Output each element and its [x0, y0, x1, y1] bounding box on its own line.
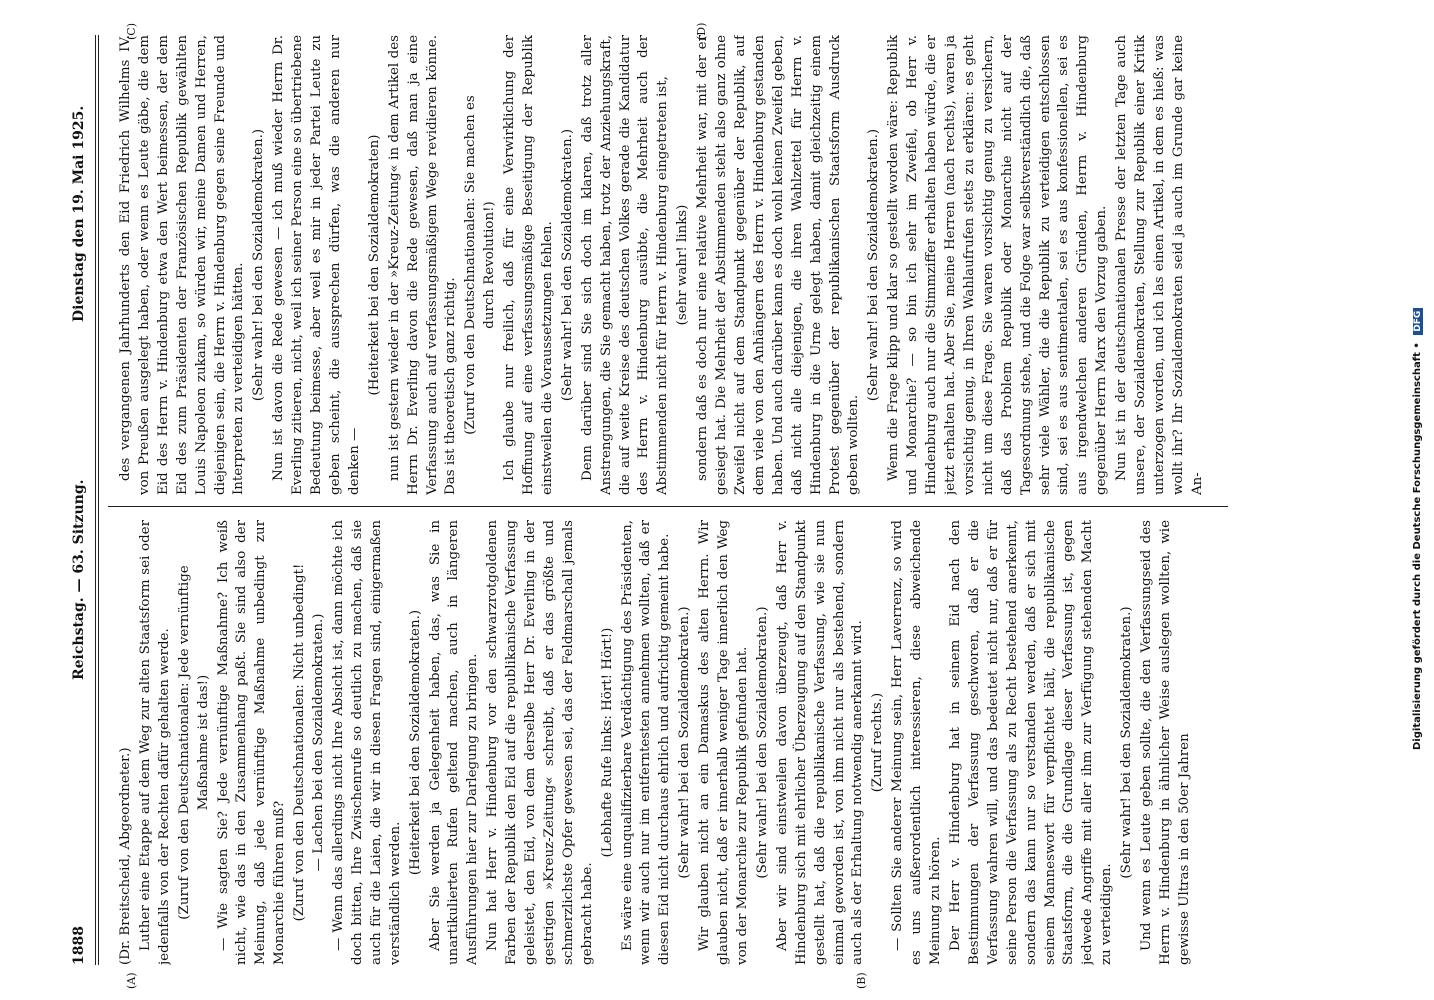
paragraph: Wir glauben nicht an ein Damaskus des alten Herrn. Wir glauben nicht, daß er innerhalb weniger Tage innerlich den Weg von der Monarchie zur Republik gefunden hat.: [697, 520, 750, 965]
header-rule: [95, 35, 96, 965]
margin-letter-d: (D): [695, 22, 708, 40]
paragraph: Nun hat Herr v. Hindenburg vor den schwarzrotgoldenen Farben der Republik den Eid auf die republikanische Verfassung geleistet, den Eid, von dem derselbe Herr Dr. Everling in der gestrigen »Kreuz-Zeitung« schreibt, daß er das größte und schmerzlichste Opfer gewesen sei, das der Feldmarschall jemals gebracht habe.: [485, 520, 595, 965]
paragraph: nun ist gestern wieder in der »Kreuz-Zeitung« in dem Artikel des Herrn Dr. Everling davon die Rede gewesen, daß man ja eine Verfassung auch auf verfassungsmäßigem Wege revidieren könne. Das ist theoretisch ganz richtig.: [386, 35, 459, 495]
margin-letter-c: (C): [125, 23, 138, 40]
paragraph: Luther eine Etappe auf dem Weg zur alten Staatsform sei oder jedenfalls von der Rechten dafür gehalten werde.: [137, 520, 172, 965]
header-left-title: Reichstag. — 63. Sitzung.: [71, 479, 87, 680]
paragraph: Aber Sie werden ja Gelegenheit haben, das, was Sie in unartikulierten Rufen geltend machen, auch in längeren Ausführungen hier zur Darlegung zu bringen.: [427, 520, 481, 965]
page-header: [65, 35, 97, 965]
paragraph: (sehr wahr! links): [675, 204, 691, 326]
paragraph: Es wäre eine unqualifizierbare Verdächtigung des Präsidenten, wenn wir auch nur im entferntesten annehmen wollten, daß er diesen Eid nicht durchaus ehrlich und aufrichtig gemeint habe.: [619, 520, 673, 965]
paragraph: Nun ist davon die Rede gewesen — ich muß wieder Herrn Dr. Everling zitieren, nicht, weil ich seiner Person eine so übertriebene Bedeutung beimesse, aber weil es mir in jeder Partei Leute zu geben scheint, die aussprechen dürfen, was die anderen nur denken —: [271, 35, 362, 495]
column-divider: [108, 506, 1228, 507]
paragraph: Aber wir sind einstweilen davon überzeugt, daß Herr v. Hindenburg sich mit ehrlicher Überzeugung auf den Standpunkt gestellt hat, daß die republikanische Verfassung, wie sie nun einmal geworden ist, von ihm nicht nur als bestehend, sondern auch als der Erhaltung notwendig anerkannt wird.: [774, 520, 866, 965]
header-rule-double: [98, 35, 99, 965]
paragraph: (Sehr wahr! bei den Sozialdemokraten.): [1119, 606, 1135, 879]
paragraph: (Sehr wahr! bei den Sozialdemokraten.): [559, 128, 575, 402]
paragraph: (Zuruf rechts.): [870, 692, 886, 793]
paragraph: Und wenn es Leute geben sollte, die den Verfassungseid des Herrn v. Hindenburg in ähnlicher Weise auslegen wollten, wie gewisse Ultras in den 50er Jahren: [1139, 520, 1192, 965]
right-column: [117, 35, 1237, 495]
header-right-title: Dienstag den 19. Mai 1925.: [71, 105, 87, 322]
paragraph: — Wie sagten Sie? Jede vernünftige Maßnahme? Ich weiß nicht, wie das in den Zusammenhang paßt. Sie sind also der Meinung, daß jede vernünftige Maßnahme unbedingt zur Monarchie führen muß?: [215, 520, 288, 965]
paragraph: (Sehr wahr! bei den Sozialdemokraten.): [677, 606, 693, 879]
paragraph: (Zuruf von den Deutschnationalen: Jede vernünftige Maßnahme ist das!): [176, 565, 211, 920]
paragraph: Nun ist in der deutschnationalen Presse der letzten Tage auch unsere, der Sozialdemokraten, Stellung zur Republik einer Kritik unterzogen worden, und ich las einen Artikel, in dem es hieß: was wollt ihr? Ihr Sozialdemokraten seid ja auch im Grunde gar keine An-: [1114, 35, 1205, 495]
paragraph: (Heiterkeit bei den Sozialdemokraten): [366, 134, 382, 396]
paragraph: (Sehr wahr! bei den Sozialdemokraten.): [251, 128, 267, 402]
speaker-line: (Dr. Breitscheid, Abgeordneter.): [118, 747, 133, 965]
paragraph: — Sollten Sie anderer Meinung sein, Herr Laverrenz, so wird es uns außerordentlich interessieren, diese abweichende Meinung zu hören.: [890, 520, 944, 965]
paragraph: (Zuruf von den Deutschnationalen: Nicht unbedingt! — Lachen bei den Sozialdemokraten.): [292, 563, 327, 922]
left-column: [117, 520, 1237, 965]
paragraph: (Sehr wahr! bei den Sozialdemokraten.): [754, 606, 770, 879]
page-number: 1888: [71, 926, 87, 965]
dfg-logo: DFG: [1413, 308, 1423, 335]
paragraph: (Heiterkeit bei den Sozialdemokraten.): [407, 609, 423, 876]
paragraph: (Sehr wahr! bei den Sozialdemokraten.): [866, 128, 882, 402]
paragraph: sondern daß es doch nur eine relative Mehrheit war, mit der er gesiegt hat. Die Mehrheit der Abstimmenden steht also ganz ohne Zweifel nicht auf dem Standpunkt gegenüber der Republik, auf dem viele von den Anhängern des Herrn v. Hindenburg gestanden haben. Und auch darüber kann es doch wohl keinen Zweifel geben, daß nicht alle diejenigen, die ihren Wahlzettel für Herrn v. Hindenburg in die Urne gelegt haben, damit gleichzeitig einem Protest gegenüber der republikanischen Staatsform Ausdruck geben wollten.: [695, 35, 862, 495]
paragraph: Denn darüber sind Sie sich doch im klaren, daß trotz aller Anstrengungen, die Sie gemacht haben, trotz der Anziehungskraft, die auf weite Kreise des deutschen Volkes gerade die Kandidatur des Herrn v. Hindenburg ausübte, die Mehrheit auch der Abstimmenden nicht für Herrn v. Hindenburg eingetreten ist,: [579, 35, 671, 495]
rotated-page: [65, 22, 1399, 989]
paragraph: des vergangenen Jahrhunderts den Eid Friedrich Wilhelms IV. von Preußen ausgelegt haben, oder wenn es Leute gäbe, die dem Eid des Herrn v. Hindenburg etwa den Wert beimessen, der dem Eid des zum Präsidenten der Französischen Republik gewählten Louis Napoleon zukam, so würden wir, meine Damen und Herren, diejenigen sein, die Herrn v. Hindenburg gegen seine Freunde und Interpreten zu verteidigen hätten.: [118, 35, 247, 495]
paragraph: Der Herr v. Hindenburg hat in seinem Eid nach den Bestimmungen der Verfassung geschworen, daß er die Verfassung wahren will, und das bedeutet nicht nur, daß er für seine Person die Verfassung als zu Recht bestehend anerkennt, sondern das kann nur so verstanden werden, daß er sich mit seinem Manneswort für verpflichtet hält, die republikanische Staatsform, die die Grundlage dieser Verfassung ist, gegen jedwede Angriffe mit aller ihm zur Verfügung stehenden Macht zu verteidigen.: [947, 520, 1115, 965]
digitization-text: Digitalisierung gefördert durch die Deutsche Forschungsgemeinschaft •: [1412, 342, 1423, 750]
margin-letter-a: (A): [125, 972, 138, 989]
paragraph: — Wenn das allerdings nicht Ihre Absicht ist, dann möchte ich doch bitten, Ihre Zwischenrufe so deutlich zu machen, daß sie auch für die Laien, die wir in diesen Fragen sind, einigermaßen verständlich werden.: [330, 520, 403, 965]
paragraph: Wenn die Frage klipp und klar so gestellt worden wäre: Republik und Monarchie? — so bin ich sehr im Zweifel, ob Herr v. Hindenburg auch nur die Stimmziffer erhalten haben würde, die er jetzt erhalten hat. Aber Sie, meine Herren (nach rechts), waren ja vorsichtig genug, in Ihren Wahlaufrufen stets zu erklären: es geht nicht um diese Frage. Sie waren vorsichtig genug zu versichern, daß das Problem Republik oder Monarchie nicht auf der Tagesordnung stehe, und die Folge war selbstverständlich die, daß sehr viele Wähler, die die Republik zu verteidigen entschlossen sind, sei es aus sentimentalen, sei es aus konfessionellen, sei es aus irgendwelchen anderen Gründen, Herrn v. Hindenburg gegenüber Herrn Marx den Vorzug gaben.: [886, 35, 1110, 495]
margin-letter-b: (B): [855, 972, 868, 989]
paragraph: (Lebhafte Rufe links: Hört! Hört!): [599, 627, 615, 858]
paragraph: (Zuruf von den Deutschnationalen: Sie machen es durch Revolution!): [463, 95, 498, 435]
paragraph: Ich glaube nur freilich, daß für eine Verwirklichung der Hoffnung auf eine verfassungsmäßige Beseitigung der Republik einstweilen die Voraussetzungen fehlen.: [502, 35, 555, 495]
